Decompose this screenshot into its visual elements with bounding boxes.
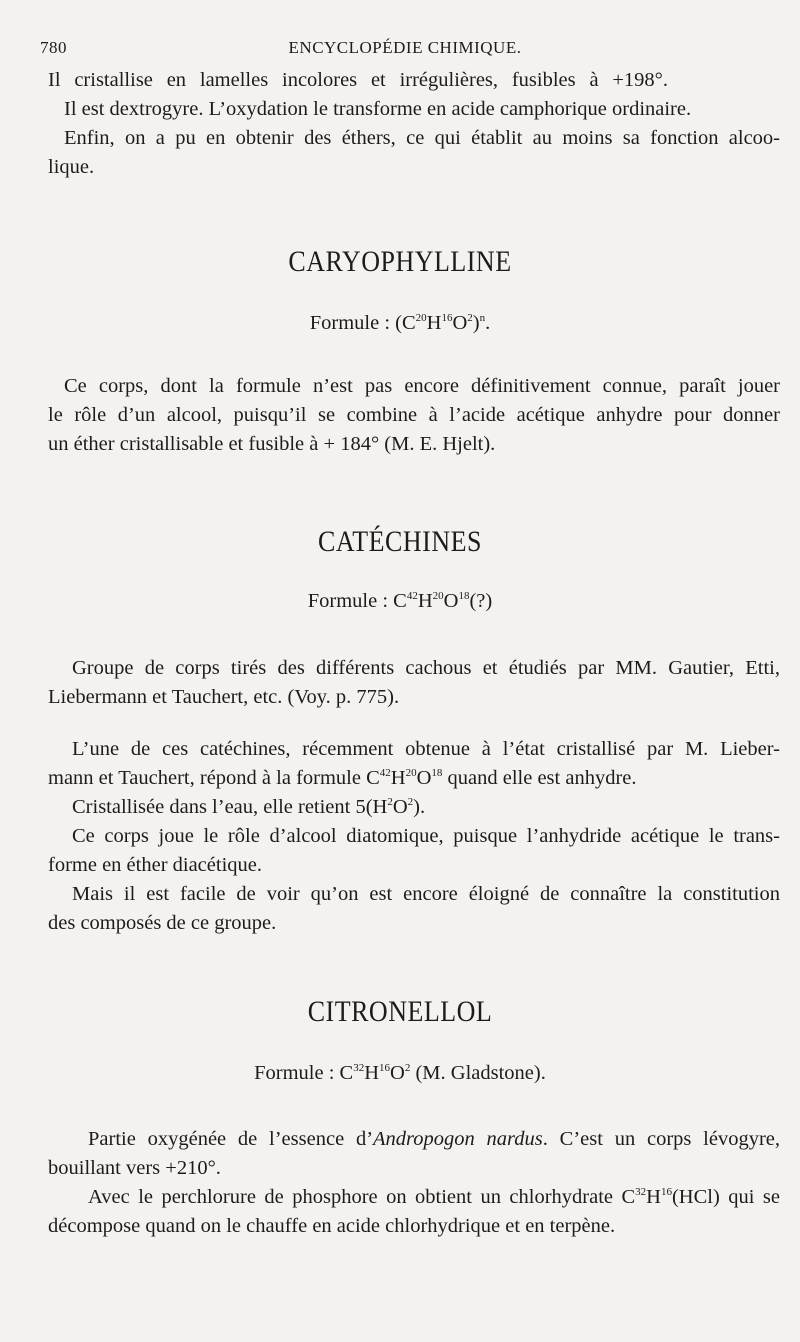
paragraph bbox=[72, 654, 780, 683]
intro-paragraph bbox=[48, 124, 780, 182]
paragraph bbox=[72, 735, 780, 764]
paragraph bbox=[48, 401, 780, 459]
text-line: le rôle d’un alcool, puisqu’il se combine à l’acide acétique anhydre pour donner bbox=[48, 404, 780, 426]
text-line: mann et Tauchert, répond à la formule $C^{42}H^{20}O^{18}$ quand elle est anhydre. bbox=[48, 767, 637, 789]
paragraph bbox=[88, 1125, 780, 1154]
text-line: bouillant vers +210°. bbox=[48, 1157, 221, 1179]
text-line: L’une de ces catéchines, récemment obtenue à l’état cristallisé par M. Lieber- bbox=[72, 738, 780, 760]
page-header bbox=[40, 38, 770, 60]
text-line: Cristallisée dans l’eau, elle retient $5(H^2O^2)$. bbox=[72, 796, 426, 818]
text-line: Groupe de corps tirés des différents cachous et étudiés par MM. Gautier, Etti, bbox=[72, 657, 780, 679]
paragraph bbox=[72, 822, 780, 851]
page-number: 780 bbox=[40, 38, 67, 57]
intro-line: lique. bbox=[48, 156, 95, 178]
paragraph bbox=[72, 880, 780, 909]
text-line: Liebermann et Tauchert, etc. (Voy. p. 775). bbox=[48, 686, 400, 708]
intro-line: Enfin, on a pu en obtenir des éthers, ce qui établit au moins sa fonction alcoo- bbox=[64, 127, 780, 149]
paragraph bbox=[48, 764, 780, 793]
paragraph bbox=[48, 851, 780, 880]
section-title-citronellol: CITRONELLOL bbox=[307, 995, 493, 1028]
text-line: des composés de ce groupe. bbox=[48, 912, 277, 934]
text-line: Avec le perchlorure de phosphore on obtient un chlorhydrate $C^{32}H^{16}(HCl)$ qui se bbox=[88, 1186, 780, 1208]
paragraph bbox=[48, 909, 780, 938]
text-line: Ce corps joue le rôle d’alcool diatomique, puisque l’anhydride acétique le trans- bbox=[72, 825, 780, 847]
text-line: forme en éther diacétique. bbox=[48, 854, 262, 876]
intro-line: Il est dextrogyre. L’oxydation le transforme en acide camphorique ordinaire. bbox=[64, 98, 692, 120]
text-line: Partie oxygénée de l’essence d’Andropogon nardus. C’est un corps lévogyre, bbox=[88, 1128, 780, 1150]
text-line: Ce corps, dont la formule n’est pas encore définitivement connue, paraît jouer bbox=[64, 375, 780, 397]
section-title-caryophylline: CARYOPHYLLINE bbox=[288, 245, 512, 278]
paragraph bbox=[72, 793, 780, 822]
intro-line: Il cristallise en lamelles incolores et irrégulières, fusibles à +198°. bbox=[48, 69, 668, 91]
paragraph bbox=[64, 372, 780, 401]
paragraph bbox=[48, 1154, 780, 1183]
formula-citronellol: Formule : $C^{32}H^{16}O^2$ (M. Gladstone). bbox=[254, 1062, 546, 1084]
intro-paragraph bbox=[64, 95, 780, 124]
paragraph bbox=[88, 1183, 780, 1212]
paragraph bbox=[48, 1212, 780, 1241]
intro-paragraph bbox=[48, 66, 780, 95]
text-line: Mais il est facile de voir qu’on est encore éloigné de connaître la constitution bbox=[72, 883, 780, 905]
running-title: ENCYCLOPÉDIE CHIMIQUE. bbox=[288, 38, 522, 57]
formula-catechines: Formule : $C^{42}H^{20}O^{18}(?)$ bbox=[307, 590, 493, 612]
section-title-catechines: CATÉCHINES bbox=[318, 525, 482, 558]
formula-caryophylline: Formule : $(C^{20}H^{16}O^2)^n$. bbox=[309, 312, 491, 334]
text-line: décompose quand on le chauffe en acide chlorhydrique et en terpène. bbox=[48, 1215, 616, 1237]
text-line: un éther cristallisable et fusible à + 184° (M. E. Hjelt). bbox=[48, 433, 496, 455]
paragraph bbox=[48, 683, 780, 712]
